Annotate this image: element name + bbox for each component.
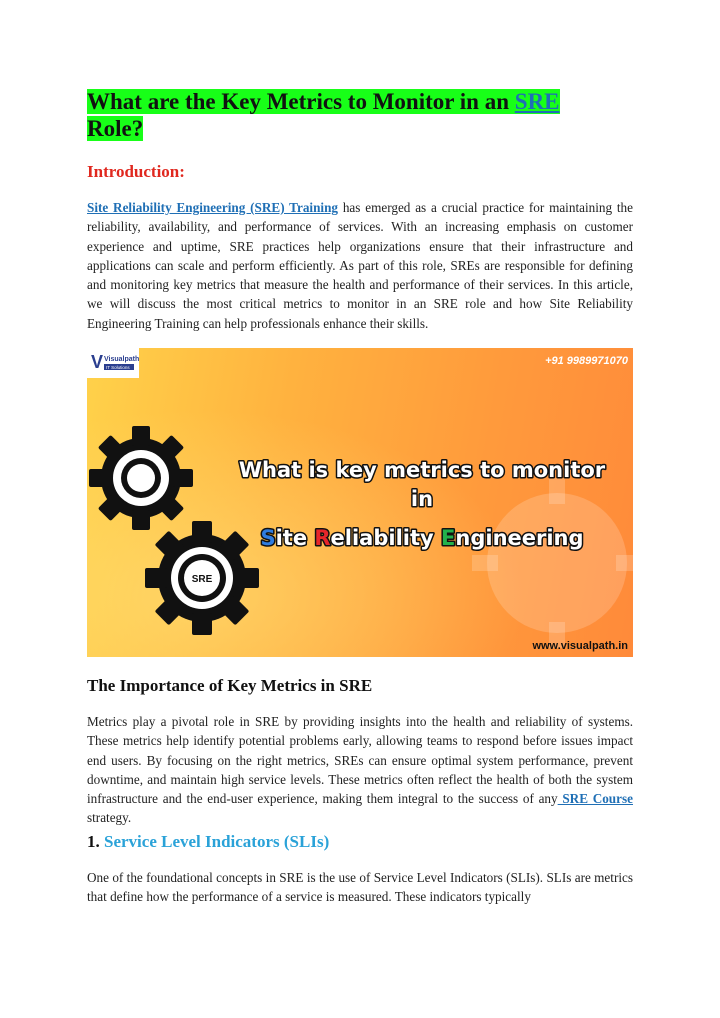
banner-graphic bbox=[87, 348, 633, 657]
background-gear-icon bbox=[487, 493, 627, 633]
document-title bbox=[87, 88, 633, 142]
svg-text:V: V bbox=[91, 352, 104, 372]
sli-heading bbox=[87, 832, 329, 852]
sre-gear-icon bbox=[145, 521, 259, 635]
banner-headline-line-3: Site Reliability Engineering bbox=[260, 526, 584, 550]
visualpath-logo bbox=[87, 348, 139, 378]
sli-title: Service Level Indicators (SLIs) bbox=[99, 832, 330, 851]
svg-text:IT Solutions: IT Solutions bbox=[106, 365, 130, 370]
sre-training-link[interactable]: Site Reliability Engineering (SRE) Training bbox=[87, 200, 339, 215]
title-text-end: Role? bbox=[87, 116, 144, 141]
svg-text:Visualpath: Visualpath bbox=[104, 356, 140, 363]
introduction-body: has emerged as a crucial practice for maintaining the reliability, availability, and performance of services. With an increasing emphasis on customer experience and uptime, SRE practices help organizations ensure that their infrastructure and applications can scale and perform efficiently. As part of this role, SREs are responsible for defining and monitoring key metrics that measure the health and performance of their services. In this article, we will discuss the most critical metrics to monitor in an SRE role and how Site Reliability Engineering Training can help professionals enhance their skills. bbox=[87, 200, 633, 331]
banner-headline-line-1: What is key metrics to monitor bbox=[238, 458, 606, 482]
importance-paragraph bbox=[87, 712, 633, 828]
introduction-paragraph bbox=[87, 198, 633, 333]
sre-badge: SRE bbox=[191, 574, 213, 585]
sre-title-link[interactable]: SRE bbox=[514, 89, 560, 114]
sli-number: 1. bbox=[87, 832, 100, 851]
banner-website: www.visualpath.in bbox=[532, 640, 628, 652]
importance-body-end: strategy. bbox=[87, 810, 132, 826]
article-banner-image bbox=[87, 348, 633, 657]
title-text: What are the Key Metrics to Monitor in an bbox=[87, 89, 510, 114]
sli-paragraph: One of the foundational concepts in SRE is the use of Service Level Indicators (SLIs). SLIs are metrics that define how the performance of a service is measured. These indicators typically bbox=[87, 870, 633, 905]
banner-phone: +91 9989971070 bbox=[545, 355, 628, 367]
importance-heading: The Importance of Key Metrics in SRE bbox=[87, 676, 373, 695]
importance-body: Metrics play a pivotal role in SRE by providing insights into the health and reliability of systems. These metrics help identify potential problems early, allowing teams to respond before issues impact end users. By focusing on the right metrics, SREs can ensure optimal system performance, prevent downtime, and maintain high service levels. These metrics often reflect the health of both the system infrastructure and the end-user experience, making them integral to the success of any bbox=[87, 714, 633, 807]
introduction-heading: Introduction: bbox=[87, 162, 185, 181]
gear-icon bbox=[89, 426, 193, 530]
sre-course-link[interactable]: SRE Course bbox=[557, 791, 633, 807]
banner-headline-line-2: in bbox=[410, 487, 434, 511]
